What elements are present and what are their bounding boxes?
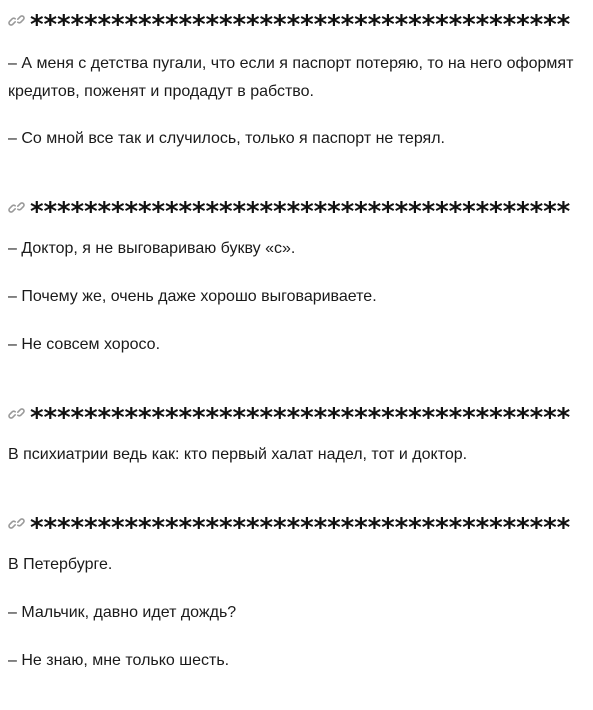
- paragraph: – Не знаю, мне только шесть.: [8, 652, 230, 669]
- asterisk-separator: ****************************************: [29, 513, 570, 543]
- paragraph: В психиатрии ведь как: кто первый халат надел, тот и доктор.: [8, 446, 468, 463]
- link-icon[interactable]: [8, 405, 25, 422]
- paragraph: – Почему же, очень даже хорошо выговариваете.: [8, 288, 377, 305]
- section-separator: [8, 8, 570, 40]
- link-icon[interactable]: [8, 515, 25, 532]
- paragraph: В Петербурге.: [8, 556, 113, 573]
- paragraph: – Со мной все так и случилось, только я паспорт не терял.: [8, 130, 445, 147]
- paragraph: – А меня с детства пугали, что если я паспорт потеряю, то на него оформят кредитов, поженят и продадут в рабство.: [8, 55, 574, 100]
- paragraph: – Не совсем хоросо.: [8, 336, 161, 353]
- paragraph: – Мальчик, давно идет дождь?: [8, 604, 237, 621]
- asterisk-separator: ****************************************: [29, 10, 570, 40]
- link-icon[interactable]: [8, 12, 25, 29]
- link-icon[interactable]: [8, 199, 25, 216]
- section-separator: [8, 511, 570, 543]
- asterisk-separator: ****************************************: [29, 403, 570, 433]
- section-separator: [8, 195, 570, 227]
- asterisk-separator: ****************************************: [29, 197, 570, 227]
- paragraph: – Доктор, я не выговариваю букву «с».: [8, 240, 296, 257]
- section-separator: [8, 401, 570, 433]
